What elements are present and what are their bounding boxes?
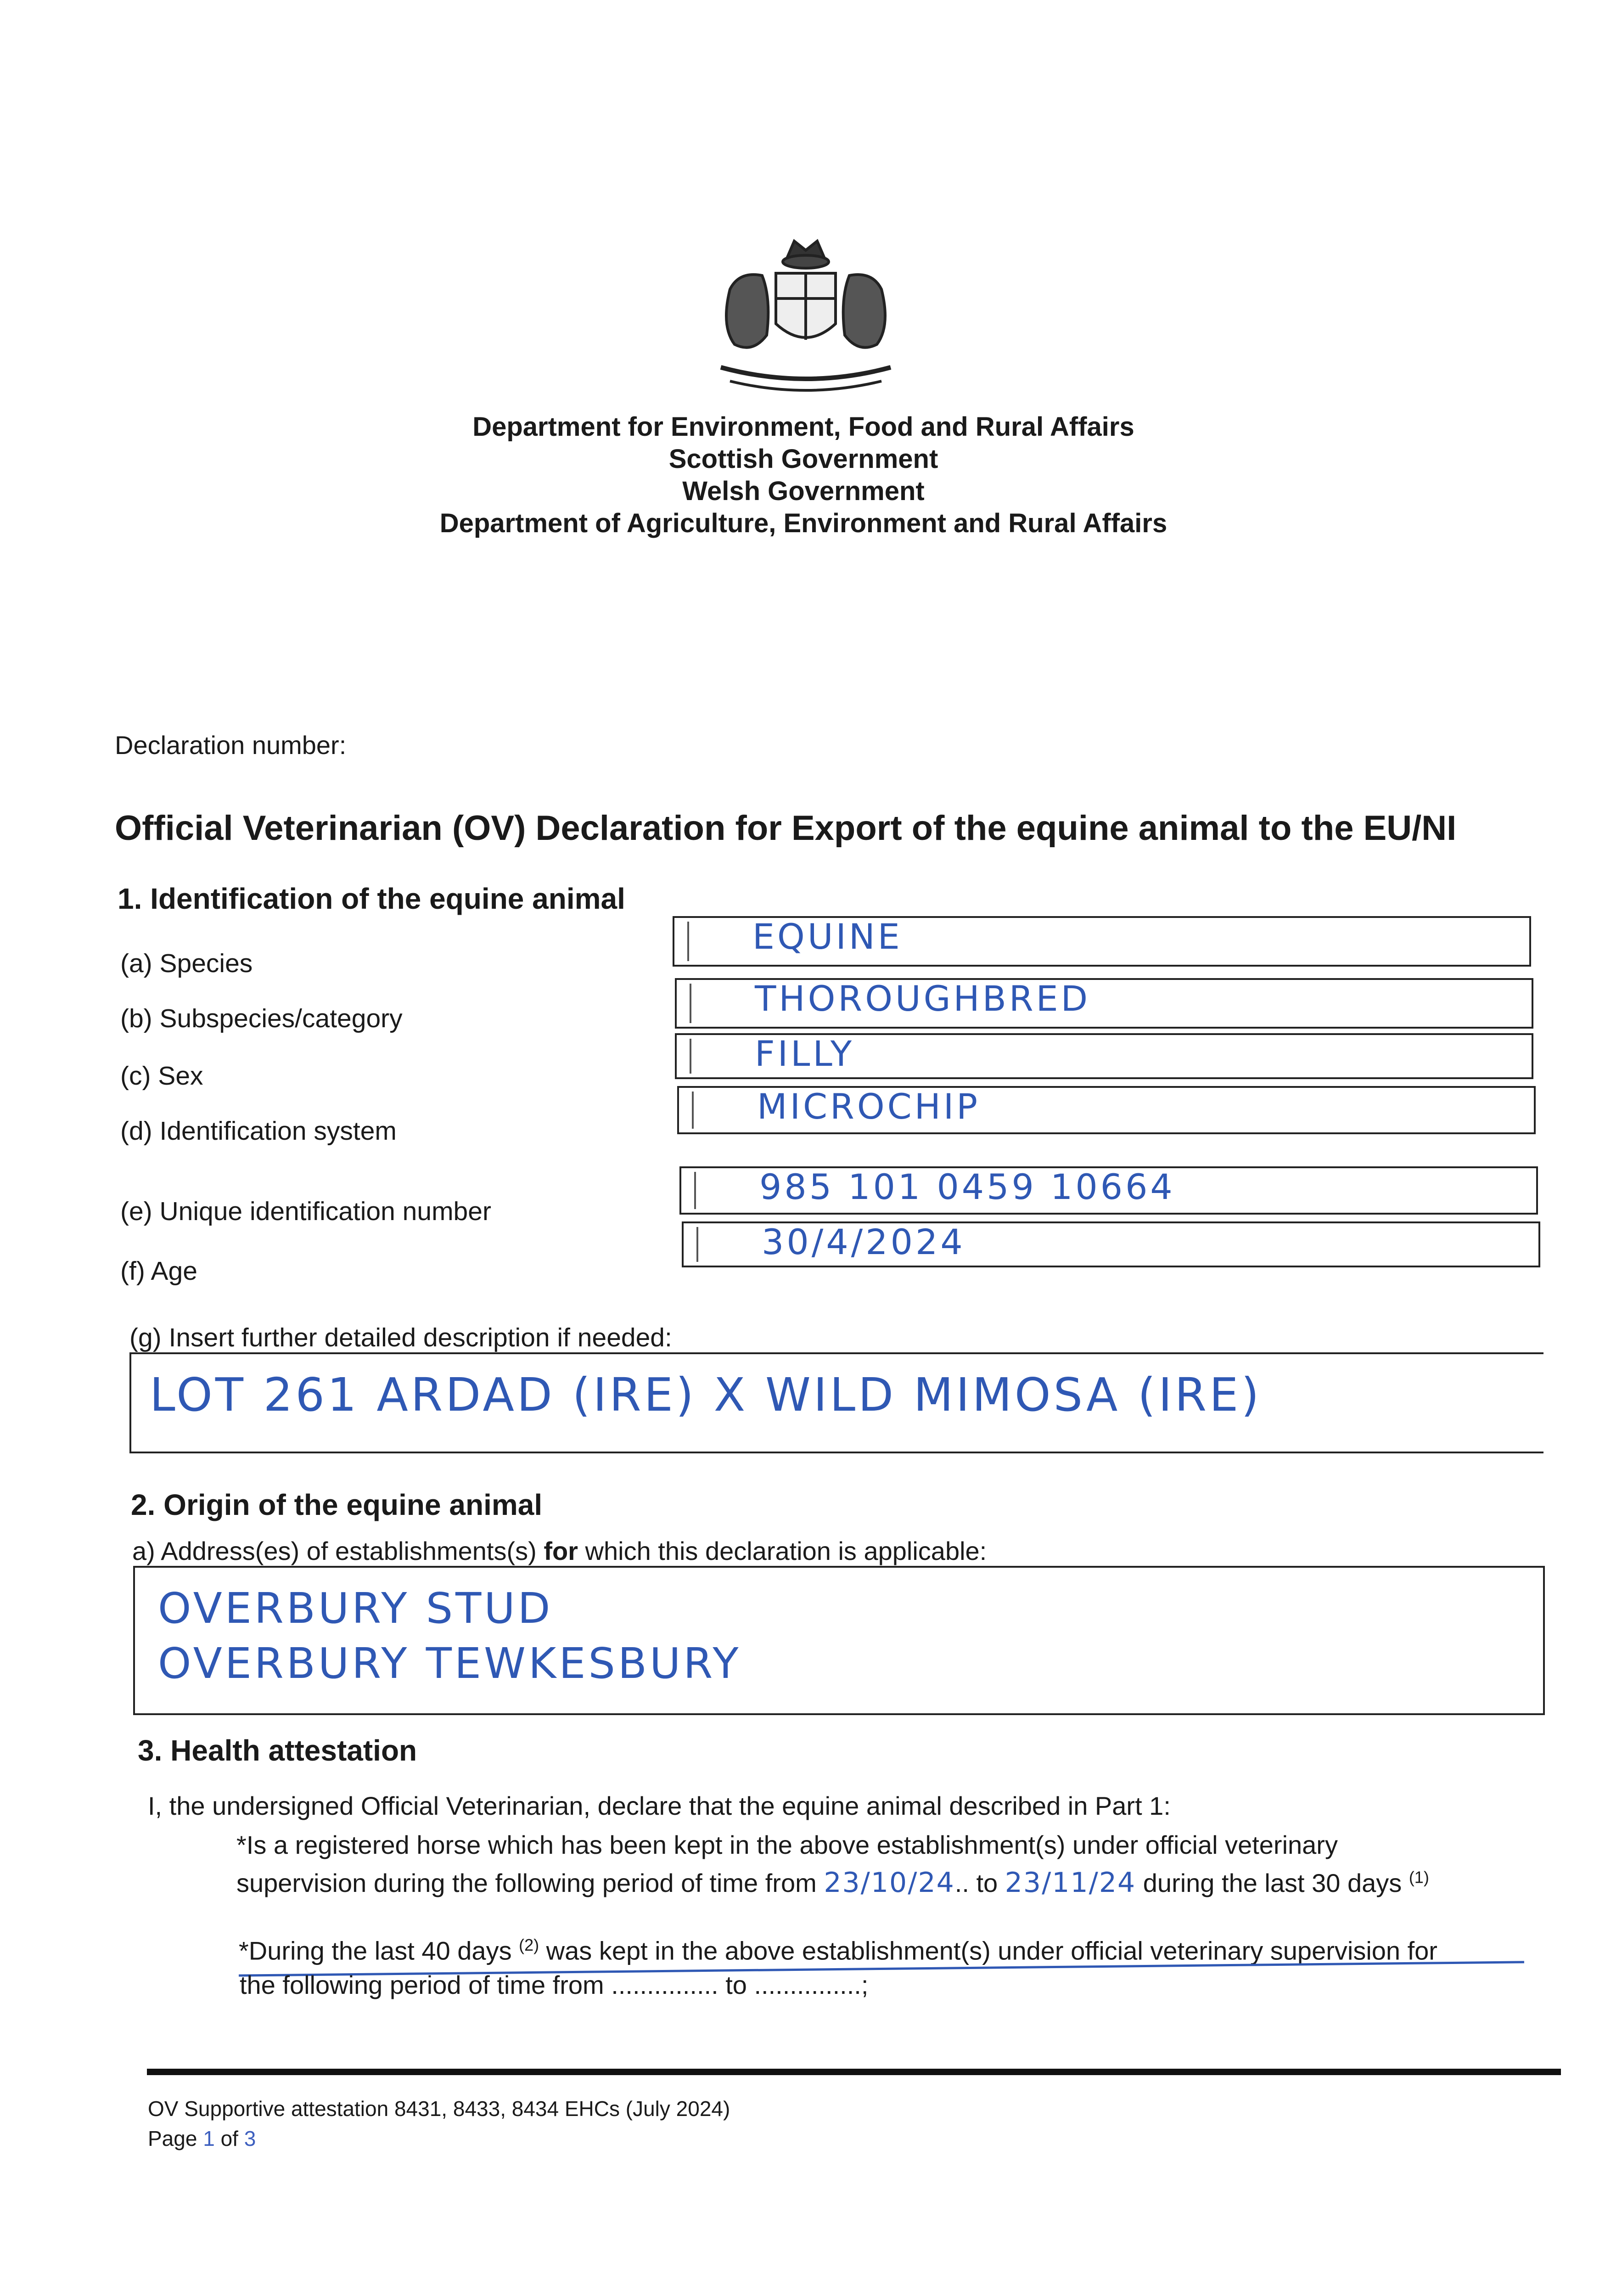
age-field[interactable] xyxy=(682,1221,1540,1267)
section-2-heading: 2. Origin of the equine animal xyxy=(131,1488,543,1521)
subspecies-label: (b) Subspecies/category xyxy=(120,1004,403,1033)
species-label: (a) Species xyxy=(120,949,253,978)
subspecies-field[interactable] xyxy=(675,978,1533,1029)
species-field[interactable] xyxy=(673,916,1531,967)
address-line-1: OVERBURY STUD xyxy=(158,1584,553,1633)
royal-coat-of-arms-crest xyxy=(702,230,909,400)
section-1-heading: 1. Identification of the equine animal xyxy=(118,882,625,915)
department-daera: Department of Agriculture, Environment and Rural Affairs xyxy=(439,508,1167,538)
identification-system-field[interactable] xyxy=(677,1086,1536,1134)
department-defra: Department for Environment, Food and Rural Affairs xyxy=(472,412,1134,442)
department-welsh-government: Welsh Government xyxy=(682,476,925,506)
age-value: 30/4/2024 xyxy=(762,1221,965,1262)
footer-document-reference: OV Supportive attestation 8431, 8433, 8434 EHCs (July 2024) xyxy=(148,2097,730,2121)
department-scottish-government: Scottish Government xyxy=(668,444,938,474)
attestation-para-1-line-1: *Is a registered horse which has been kept in the above establishment(s) under official veterinary xyxy=(236,1830,1338,1859)
page-title: Official Veterinarian (OV) Declaration for Export of the equine animal to the EU/NI xyxy=(115,809,1457,848)
age-label: (f) Age xyxy=(120,1256,197,1286)
establishment-address-field[interactable] xyxy=(133,1566,1545,1715)
sex-label: (c) Sex xyxy=(120,1061,203,1091)
footer-page-number: Page 1 of 3 xyxy=(148,2127,256,2150)
unique-id-field[interactable] xyxy=(679,1166,1538,1215)
identification-system-value: MICROCHIP xyxy=(757,1086,981,1127)
further-description-value: LOT 261 ARDAD (IRE) X WILD MIMOSA (IRE) xyxy=(150,1368,1262,1422)
identification-system-label: (d) Identification system xyxy=(120,1116,397,1146)
further-description-field[interactable] xyxy=(129,1352,1543,1453)
supervision-date-from: 23/10/24 xyxy=(824,1867,955,1899)
declaration-number-label: Declaration number: xyxy=(115,731,347,760)
health-attestation-intro: I, the undersigned Official Veterinarian, declare that the equine animal described in Part 1: xyxy=(148,1791,1171,1820)
footer-divider xyxy=(147,2069,1561,2075)
establishment-address-label: a) Address(es) of establishments(s) for which this declaration is applicable: xyxy=(132,1536,987,1565)
address-line-2: OVERBURY TEWKESBURY xyxy=(158,1639,741,1688)
unique-id-label: (e) Unique identification number xyxy=(120,1197,491,1226)
species-value: EQUINE xyxy=(752,916,903,957)
attestation-para-2-line-2: the following period of time from ............... to ...............; xyxy=(240,1970,869,1999)
subspecies-value: THOROUGHBRED xyxy=(755,978,1091,1019)
sex-value: FILLY xyxy=(755,1033,855,1074)
attestation-para-1-line-2: supervision during the following period of time from 23/10/24.. to 23/11/24 during the last 30 days $^{(1)}$ xyxy=(236,1867,1429,1899)
section-3-heading: 3. Health attestation xyxy=(138,1734,417,1767)
further-description-label: (g) Insert further detailed description if needed: xyxy=(129,1323,672,1352)
attestation-para-2-line-1: *During the last 40 days $^{(2)}$ was kept in the above establishment(s) under official veterinary supervision for xyxy=(239,1936,1437,1965)
sex-field[interactable] xyxy=(675,1033,1533,1079)
supervision-date-to: 23/11/24 xyxy=(1005,1867,1136,1899)
unique-id-value: 985 101 0459 10664 xyxy=(759,1166,1175,1207)
